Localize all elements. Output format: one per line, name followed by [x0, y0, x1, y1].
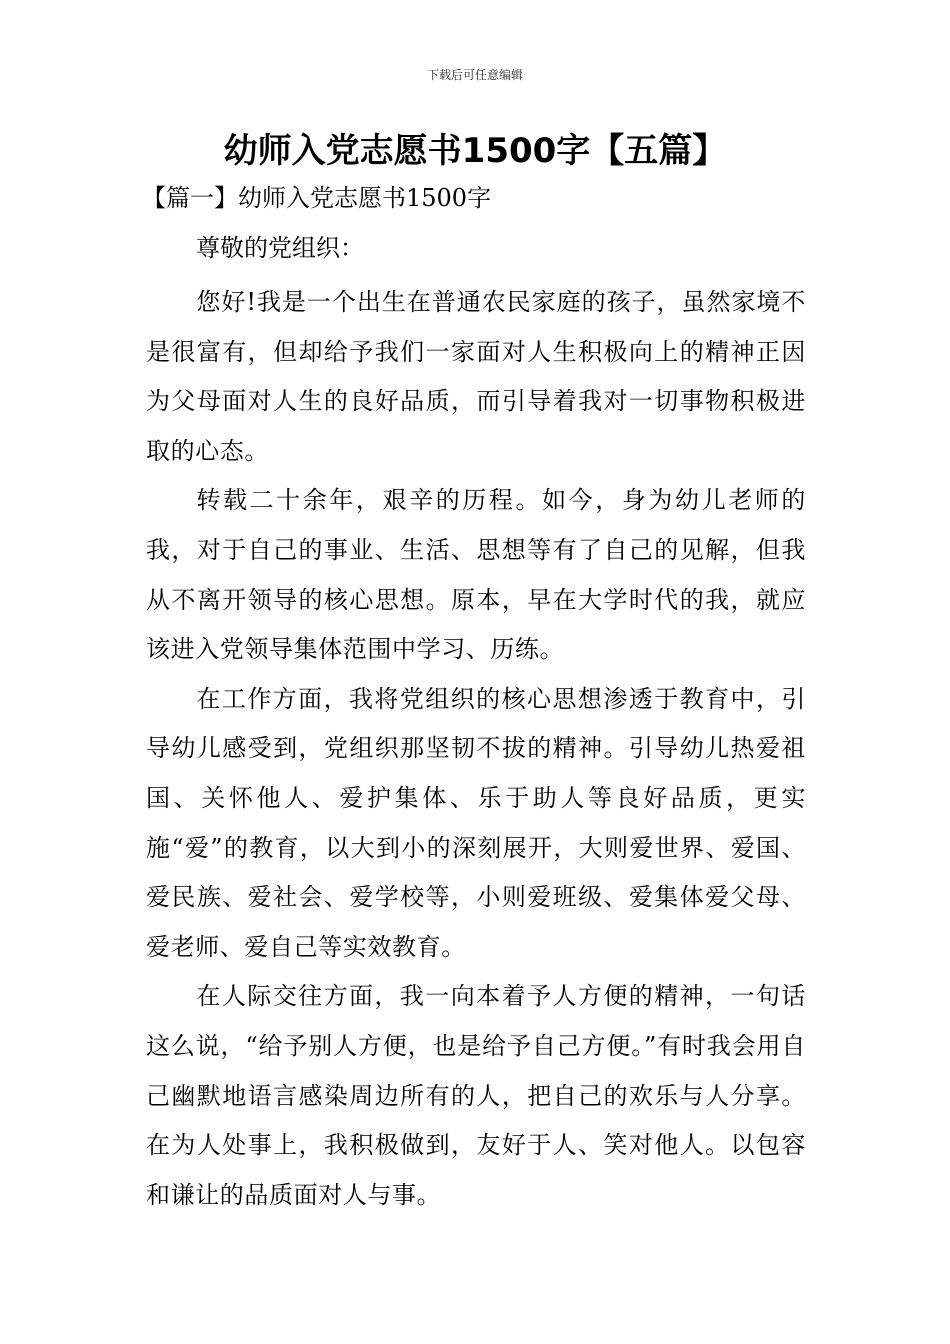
- document-title: 幼师入党志愿书1500字【五篇】: [223, 131, 727, 171]
- paragraph-1: 您好!我是一个出生在普通农民家庭的孩子，虽然家境不是很富有，但却给予我们一家面对人生积极向上的精神正因为父母面对人生的良好品质，而引导着我对一切事物积极进取的心态。: [146, 288, 806, 465]
- paragraph-2: 转载二十余年，艰辛的历程。如今，身为幼儿老师的我，对于自己的事业、生活、思想等有了自己的见解，但我从不离开领导的核心思想。原本，早在大学时代的我，就应该进入党领导集体范围中学习、历练。: [146, 486, 806, 664]
- download-note: 下载后可任意编辑: [426, 68, 523, 82]
- paragraph-3: 在工作方面，我将党组织的核心思想渗透于教育中，引导幼儿感受到，党组织那坚韧不拔的精神。引导幼儿热爱祖国、关怀他人、爱护集体、乐于助人等良好品质，更实施“爱”的教育，以大到小的深刻展开，大则爱世界、爱国、爱民族、爱社会、爱学校等，小则爱班级、爱集体爱父母、爱老师、爱自己等实效教育。: [146, 684, 806, 961]
- letter-body: [146, 278, 806, 1220]
- section-heading: 【篇一】幼师入党志愿书1500字: [142, 184, 492, 212]
- salutation: 尊敬的党组织：: [196, 234, 364, 262]
- paragraph-4: 在人际交往方面，我一向本着予人方便的精神，一句话这么说，“给予别人方便，也是给予自己方便。”有时我会用自己幽默地语言感染周边所有的人，把自己的欢乐与人分享。在为人处事上，我积极做到，友好于人、笑对他人。以包容和谦让的品质面对人与事。: [146, 982, 806, 1209]
